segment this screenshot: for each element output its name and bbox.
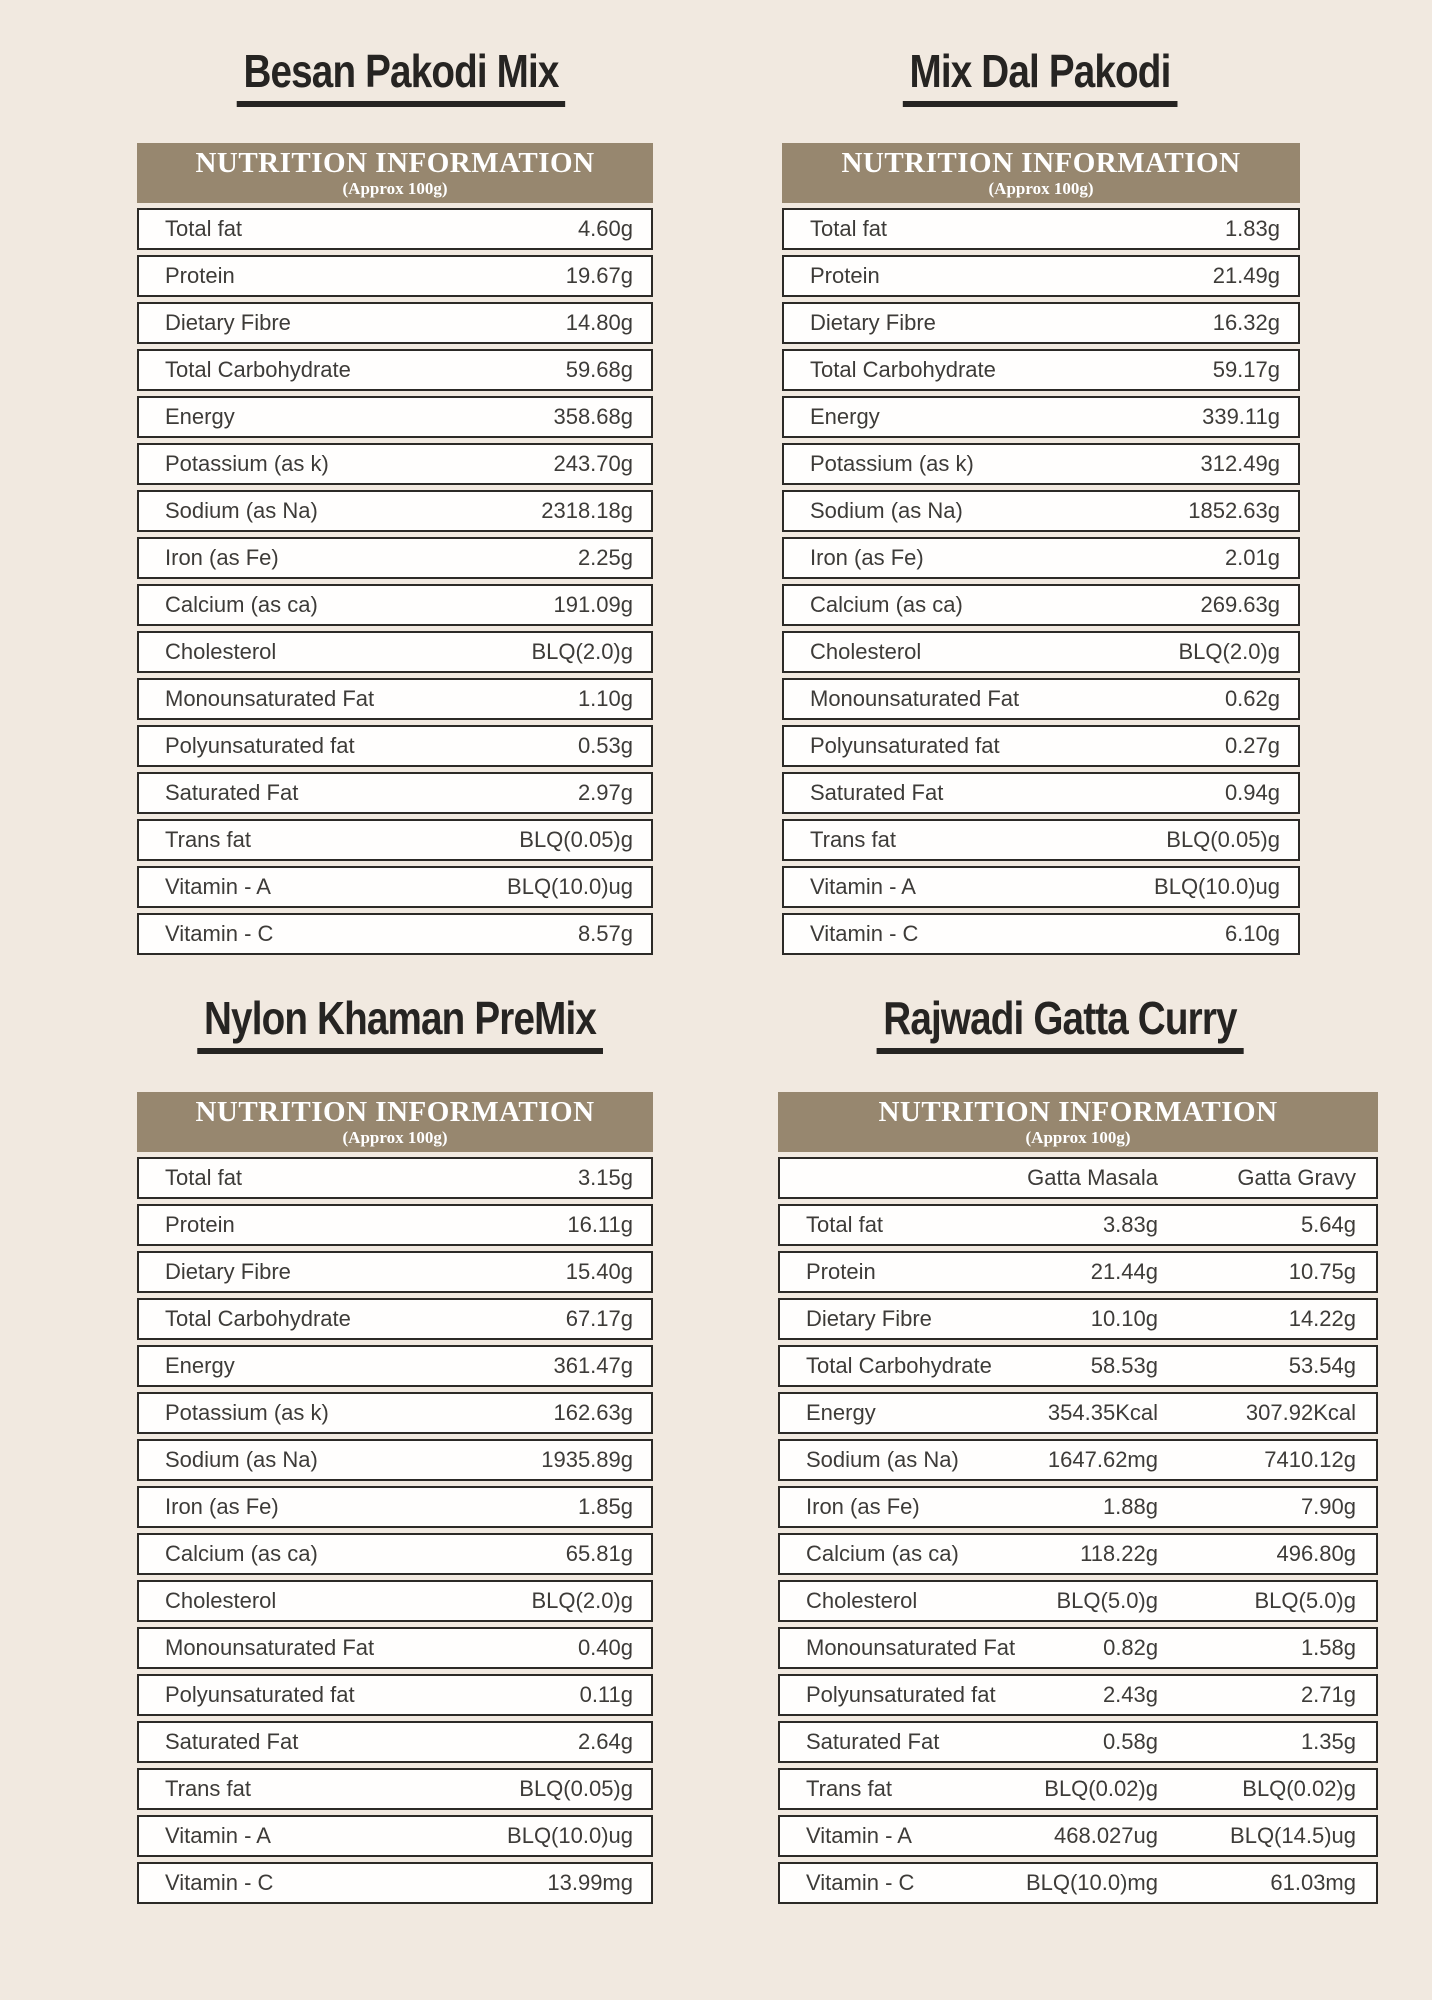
table-header-subtitle: (Approx 100g) (988, 178, 1094, 198)
row-value: BLQ(10.0)ug (1154, 874, 1280, 899)
row-value: 0.94g (1224, 780, 1280, 805)
row-value: 1.35g (1300, 1729, 1356, 1754)
table-header-title: NUTRITION INFORMATION (878, 1096, 1278, 1128)
row-value: 14.22g (1288, 1306, 1356, 1331)
row-label: Vitamin - C (810, 921, 919, 946)
row-label: Vitamin - A (810, 874, 916, 899)
table-row (137, 302, 653, 344)
row-label: Iron (as Fe) (165, 1494, 279, 1519)
row-label: Protein (165, 263, 235, 288)
row-label: Total Carbohydrate (165, 1306, 351, 1331)
row-label: Polyunsaturated fat (165, 733, 355, 758)
row-label: Potassium (as k) (165, 1400, 329, 1425)
table-header (778, 1092, 1378, 1152)
row-label: Cholesterol (810, 639, 922, 664)
table-row (137, 396, 653, 438)
table-row (778, 1392, 1378, 1434)
row-label: Calcium (as ca) (810, 592, 963, 617)
table-row (137, 1533, 653, 1575)
table-row (137, 208, 653, 250)
row-label: Monounsaturated Fat (806, 1635, 1016, 1660)
row-value: 6.10g (1224, 921, 1280, 946)
table-row (137, 584, 653, 626)
table-row (137, 255, 653, 297)
row-label: Cholesterol (165, 639, 277, 664)
row-value: BLQ(10.0)mg (1025, 1870, 1158, 1895)
row-label: Sodium (as Na) (806, 1447, 959, 1472)
table-row (137, 1439, 653, 1481)
table-header-subtitle: (Approx 100g) (342, 178, 448, 198)
row-value: 61.03mg (1270, 1870, 1356, 1895)
row-label: Trans fat (165, 827, 251, 852)
table-row (782, 208, 1300, 250)
row-value: 14.80g (565, 310, 633, 335)
row-value: 59.68g (565, 357, 633, 382)
table-row (778, 1251, 1378, 1293)
table-row (782, 443, 1300, 485)
row-value: BLQ(10.0)ug (507, 874, 633, 899)
row-value: 16.32g (1212, 310, 1280, 335)
table-row (137, 1580, 653, 1622)
row-label: Dietary Fibre (806, 1306, 932, 1331)
row-label: Sodium (as Na) (165, 498, 318, 523)
row-value: 2.25g (577, 545, 633, 570)
table-row (782, 819, 1300, 861)
table-row (137, 1251, 653, 1293)
row-label: Protein (165, 1212, 235, 1237)
table-row (782, 490, 1300, 532)
row-value: 7.90g (1300, 1494, 1356, 1519)
row-label: Iron (as Fe) (810, 545, 924, 570)
row-value: 53.54g (1288, 1353, 1356, 1378)
row-value: 354.35Kcal (1047, 1400, 1158, 1425)
row-value: 21.44g (1090, 1259, 1158, 1284)
table-row (782, 913, 1300, 955)
row-value: 243.70g (553, 451, 633, 476)
table-rows (782, 208, 1300, 955)
table-row (778, 1298, 1378, 1340)
row-label: Vitamin - C (165, 1870, 274, 1895)
row-value: BLQ(14.5)ug (1230, 1823, 1356, 1848)
table-row (782, 584, 1300, 626)
row-value: 7410.12g (1264, 1447, 1356, 1472)
row-value: 65.81g (565, 1541, 633, 1566)
row-label: Trans fat (165, 1776, 251, 1801)
table-row (782, 302, 1300, 344)
nutrition-table-besan-pakodi-mix (137, 143, 653, 955)
table-row (137, 678, 653, 720)
row-value: 2.71g (1300, 1682, 1356, 1707)
row-label: Vitamin - A (806, 1823, 912, 1848)
row-value: 0.62g (1224, 686, 1280, 711)
row-value: 468.027ug (1054, 1823, 1158, 1848)
row-label: Saturated Fat (165, 1729, 299, 1754)
table-rows (137, 1157, 653, 1904)
row-value: BLQ(5.0)g (1056, 1588, 1158, 1613)
table-row (782, 772, 1300, 814)
row-label: Monounsaturated Fat (165, 1635, 375, 1660)
row-value: 19.67g (565, 263, 633, 288)
row-value: 339.11g (1202, 404, 1280, 429)
row-value: 1852.63g (1188, 498, 1280, 523)
row-label: Sodium (as Na) (810, 498, 963, 523)
table-header-subtitle: (Approx 100g) (1025, 1127, 1131, 1147)
table-row (782, 349, 1300, 391)
row-label: Vitamin - A (165, 1823, 271, 1848)
table-row (782, 255, 1300, 297)
row-value: 1.58g (1300, 1635, 1356, 1660)
row-label: Calcium (as ca) (806, 1541, 959, 1566)
row-value: 307.92Kcal (1245, 1400, 1356, 1425)
row-label: Protein (806, 1259, 876, 1284)
row-value: 0.58g (1102, 1729, 1158, 1754)
table-rows (778, 1157, 1378, 1904)
table-row (778, 1204, 1378, 1246)
table-row (137, 772, 653, 814)
row-value: 2.01g (1224, 545, 1280, 570)
column-header-gatta-gravy: Gatta Gravy (1237, 1165, 1356, 1190)
row-value: 10.75g (1288, 1259, 1356, 1284)
table-row (782, 631, 1300, 673)
row-value: 118.22g (1080, 1541, 1158, 1566)
table-header-subtitle: (Approx 100g) (342, 1127, 448, 1147)
table-row (137, 1204, 653, 1246)
row-value: BLQ(2.0)g (1178, 639, 1280, 664)
table-row (137, 1392, 653, 1434)
product-title-rajwadi-gatta-curry: Rajwadi Gatta Curry (877, 995, 1244, 1054)
row-value: 1935.89g (541, 1447, 633, 1472)
table-row (778, 1580, 1378, 1622)
row-label: Total Carbohydrate (165, 357, 351, 382)
row-label: Vitamin - A (165, 874, 271, 899)
row-value: 21.49g (1212, 263, 1280, 288)
row-value: 10.10g (1090, 1306, 1158, 1331)
row-label: Vitamin - C (165, 921, 274, 946)
row-value: 2.97g (577, 780, 633, 805)
row-label: Dietary Fibre (165, 1259, 291, 1284)
table-row (137, 913, 653, 955)
table-row (778, 1533, 1378, 1575)
row-value: BLQ(5.0)g (1254, 1588, 1356, 1613)
row-label: Dietary Fibre (165, 310, 291, 335)
table-row (778, 1439, 1378, 1481)
row-value: 58.53g (1090, 1353, 1158, 1378)
row-value: 361.47g (553, 1353, 633, 1378)
table-row (782, 396, 1300, 438)
table-row (137, 1768, 653, 1810)
table-row (137, 1674, 653, 1716)
row-value: 2318.18g (541, 498, 633, 523)
row-label: Trans fat (806, 1776, 892, 1801)
row-value: 15.40g (565, 1259, 633, 1284)
row-value: 4.60g (577, 216, 633, 241)
table-row (778, 1674, 1378, 1716)
table-row (782, 866, 1300, 908)
row-label: Monounsaturated Fat (165, 686, 375, 711)
table-header (137, 1092, 653, 1152)
table-row (778, 1862, 1378, 1904)
table-row (778, 1721, 1378, 1763)
row-value: 3.15g (577, 1165, 633, 1190)
row-value: 1647.62mg (1047, 1447, 1158, 1472)
row-label: Total fat (165, 1165, 243, 1190)
row-value: 8.57g (577, 921, 633, 946)
row-value: 1.85g (577, 1494, 633, 1519)
row-label: Potassium (as k) (165, 451, 329, 476)
table-row (137, 349, 653, 391)
table-row (778, 1768, 1378, 1810)
table-row (778, 1486, 1378, 1528)
table-row (137, 1298, 653, 1340)
row-label: Polyunsaturated fat (806, 1682, 996, 1707)
table-row (137, 819, 653, 861)
row-value: 1.83g (1224, 216, 1280, 241)
product-title-nylon-khaman-premix: Nylon Khaman PreMix (197, 995, 602, 1054)
row-value: 2.43g (1102, 1682, 1158, 1707)
table-row (137, 490, 653, 532)
product-title-mix-dal-pakodi: Mix Dal Pakodi (903, 48, 1177, 107)
row-label: Energy (810, 404, 880, 429)
row-value: 312.49g (1200, 451, 1280, 476)
table-header-title: NUTRITION INFORMATION (195, 1096, 595, 1128)
row-label: Total fat (810, 216, 888, 241)
row-value: BLQ(2.0)g (531, 1588, 633, 1613)
row-value: 0.53g (577, 733, 633, 758)
row-label: Energy (165, 1353, 235, 1378)
row-label: Cholesterol (806, 1588, 918, 1613)
row-label: Dietary Fibre (810, 310, 936, 335)
row-value: 3.83g (1102, 1212, 1158, 1237)
table-row (137, 866, 653, 908)
row-value: BLQ(0.02)g (1044, 1776, 1158, 1801)
row-label: Iron (as Fe) (806, 1494, 920, 1519)
row-value: 2.64g (577, 1729, 633, 1754)
table-header-title: NUTRITION INFORMATION (195, 147, 595, 179)
row-label: Total Carbohydrate (810, 357, 996, 382)
row-value: 358.68g (553, 404, 633, 429)
table-row (782, 678, 1300, 720)
row-label: Protein (810, 263, 880, 288)
table-row (778, 1815, 1378, 1857)
row-value: 269.63g (1200, 592, 1280, 617)
row-label: Saturated Fat (165, 780, 299, 805)
row-label: Calcium (as ca) (165, 1541, 318, 1566)
row-label: Calcium (as ca) (165, 592, 318, 617)
row-label: Total Carbohydrate (806, 1353, 992, 1378)
row-value: 1.10g (577, 686, 633, 711)
table-header-title: NUTRITION INFORMATION (841, 147, 1241, 179)
row-label: Cholesterol (165, 1588, 277, 1613)
table-row (782, 725, 1300, 767)
nutrition-table-rajwadi-gatta-curry (778, 1092, 1378, 1904)
row-value: 0.11g (579, 1682, 633, 1707)
row-label: Energy (165, 404, 235, 429)
row-label: Potassium (as k) (810, 451, 974, 476)
row-label: Iron (as Fe) (165, 545, 279, 570)
nutrition-table-mix-dal-pakodi (782, 143, 1300, 955)
table-row (137, 1862, 653, 1904)
row-value: 67.17g (565, 1306, 633, 1331)
row-value: 13.99mg (547, 1870, 633, 1895)
row-value: BLQ(0.05)g (1166, 827, 1280, 852)
product-title-besan-pakodi-mix: Besan Pakodi Mix (237, 48, 566, 107)
column-header-gatta-masala: Gatta Masala (1027, 1165, 1158, 1190)
row-label: Total fat (806, 1212, 884, 1237)
row-label: Vitamin - C (806, 1870, 915, 1895)
row-label: Monounsaturated Fat (810, 686, 1020, 711)
table-rows (137, 208, 653, 955)
row-value: BLQ(0.05)g (519, 827, 633, 852)
row-value: BLQ(2.0)g (531, 639, 633, 664)
row-value: 191.09g (553, 592, 633, 617)
table-row (137, 537, 653, 579)
row-value: 496.80g (1276, 1541, 1356, 1566)
table-row (137, 631, 653, 673)
table-row (782, 537, 1300, 579)
table-row (137, 1157, 653, 1199)
row-value: 0.82g (1103, 1635, 1159, 1660)
table-header (137, 143, 653, 203)
row-label: Total fat (165, 216, 243, 241)
table-row (137, 1345, 653, 1387)
row-value: 16.11g (567, 1212, 633, 1237)
row-label: Energy (806, 1400, 876, 1425)
row-label: Polyunsaturated fat (810, 733, 1000, 758)
row-label: Saturated Fat (810, 780, 944, 805)
table-row (137, 1721, 653, 1763)
row-value: 5.64g (1300, 1212, 1356, 1237)
row-label: Sodium (as Na) (165, 1447, 318, 1472)
row-value: BLQ(0.05)g (519, 1776, 633, 1801)
row-value: 0.27g (1224, 733, 1280, 758)
table-row (778, 1345, 1378, 1387)
row-value: 1.88g (1102, 1494, 1158, 1519)
row-value: 0.40g (577, 1635, 633, 1660)
table-row (137, 443, 653, 485)
nutrition-table-nylon-khaman-premix (137, 1092, 653, 1904)
row-label: Saturated Fat (806, 1729, 940, 1754)
column-header-row (778, 1157, 1378, 1199)
row-value: BLQ(0.02)g (1242, 1776, 1356, 1801)
row-value: 59.17g (1212, 357, 1280, 382)
table-row (137, 1486, 653, 1528)
row-label: Trans fat (810, 827, 896, 852)
row-value: 162.63g (553, 1400, 633, 1425)
table-header (782, 143, 1300, 203)
table-row (137, 1627, 653, 1669)
table-row (778, 1627, 1378, 1669)
table-row (137, 1815, 653, 1857)
row-value: BLQ(10.0)ug (507, 1823, 633, 1848)
table-row (137, 725, 653, 767)
row-label: Polyunsaturated fat (165, 1682, 355, 1707)
